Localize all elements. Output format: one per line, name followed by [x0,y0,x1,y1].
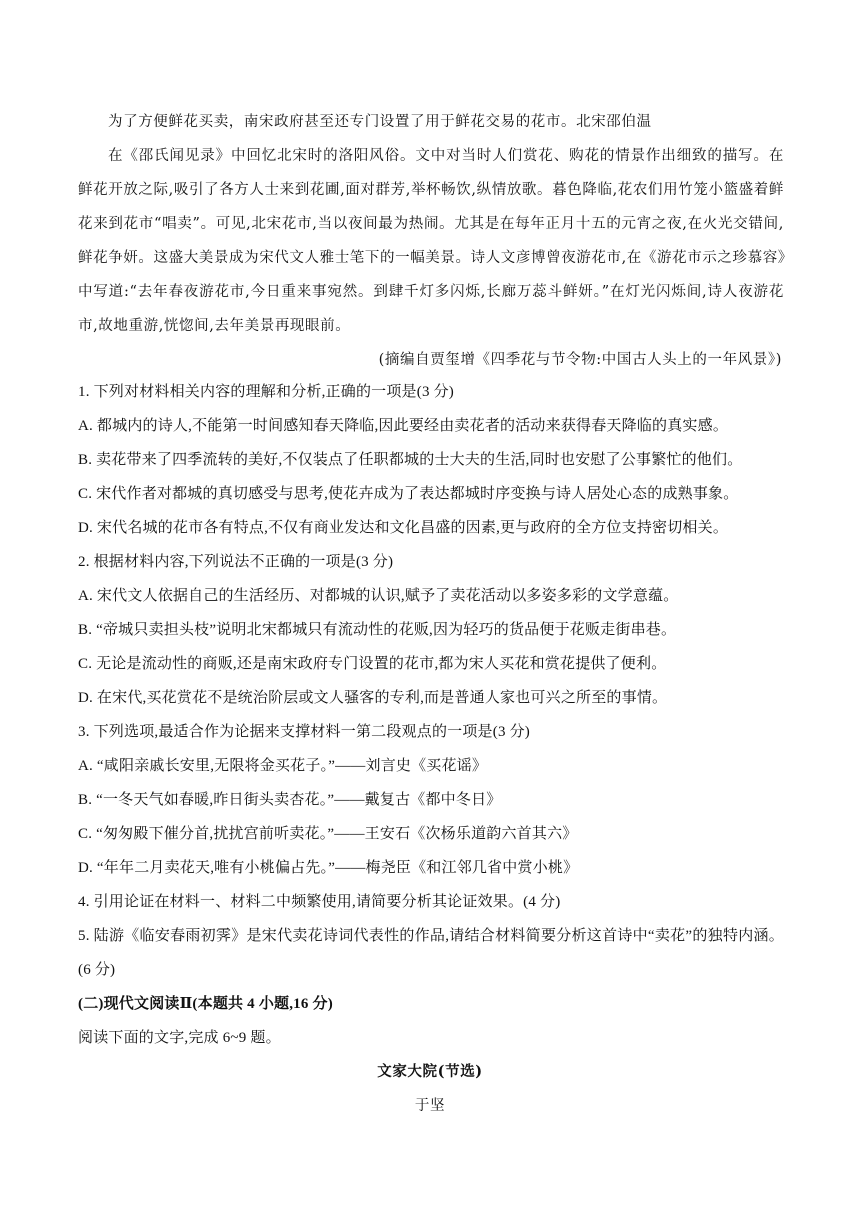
passage-line-5: 鲜花争妍。这盛大美景成为宋代文人雅士笔下的一幅美景。诗人文彦博曾夜游花市,在《游花市示之珍慕容》 [78,250,793,266]
question-1-option-b: B. 卖花带来了四季流转的美好,不仅装点了任职都城的士大夫的生活,同时也安慰了公事繁忙的他们。 [78,452,743,468]
question-1-option-d: D. 宋代名城的花市各有特点,不仅有商业发达和文化昌盛的因素,更与政府的全方位支持密切相关。 [78,520,729,536]
passage-source: (摘编自贾玺增《四季花与节令物:中国古人头上的一年风景》) [378,352,782,368]
passage-line-7: 市,故地重游,恍惚间,去年美景再现眼前。 [78,318,351,334]
question-5: 5. 陆游《临安春雨初霁》是宋代卖花诗词代表性的作品,请结合材料简要分析这首诗中“卖花”的独特内涵。 [78,928,784,944]
question-5-points: (6 分) [78,962,116,978]
section-heading: (二)现代文阅读Ⅱ(本题共 4 小题,16 分) [78,996,333,1012]
article-title: 文家大院(节选) [377,1063,483,1080]
question-2-option-d: D. 在宋代,买花赏花不是统治阶层或文人骚客的专利,而是普通人家也可兴之所至的事情。 [78,690,668,706]
question-3-option-d: D. “年年二月卖花天,唯有小桃偏占先。”——梅尧臣《和江邻几省中赏小桃》 [78,860,579,876]
question-3: 3. 下列选项,最适合作为论据来支撑材料一第二段观点的一项是(3 分) [78,724,530,740]
question-3-option-c: C. “匆匆殿下催分首,扰扰宫前听卖花。”——王安石《次杨乐道韵六首其六》 [78,826,578,842]
section-instruction: 阅读下面的文字,完成 6~9 题。 [78,1030,281,1046]
question-1-option-c: C. 宋代作者对都城的真切感受与思考,使花卉成为了表达都城时序变换与诗人居处心态的成熟事象。 [78,486,739,502]
passage-line-3: 鲜花开放之际,吸引了各方人士来到花圃,面对群芳,举杯畅饮,纵情放歌。暮色降临,花农们用竹笼小篮盛着鲜 [78,182,784,198]
question-3-option-a: A. “咸阳亲戚长安里,无限将金买花子。”——刘言史《买花谣》 [78,758,488,774]
passage-line-4: 花来到花市“唱卖”。可见,北宋花市,当以夜间最为热闹。尤其是在每年正月十五的元宵之夜,在火光交错间, [78,216,784,232]
question-1: 1. 下列对材料相关内容的理解和分析,正确的一项是(3 分) [78,384,454,400]
question-2: 2. 根据材料内容,下列说法不正确的一项是(3 分) [78,554,394,570]
question-2-option-b: B. “帝城只卖担头枝”说明北宋都城只有流动性的花贩,因为轻巧的货品便于花贩走街串巷。 [78,622,677,638]
question-2-option-c: C. 无论是流动性的商贩,还是南宋政府专门设置的花市,都为宋人买花和赏花提供了便利。 [78,656,667,672]
passage-line-2: 在《邵氏闻见录》中回忆北宋时的洛阳风俗。文中对当时人们赏花、购花的情景作出细致的描写。在 [108,148,784,164]
question-4: 4. 引用论证在材料一、材料二中频繁使用,请简要分析其论证效果。(4 分) [78,894,561,910]
passage-line-1: 为了方便鲜花买卖，南宋政府甚至还专门设置了用于鲜花交易的花市。北宋邵伯温 [108,114,652,130]
question-2-option-a: A. 宋代文人依据自己的生活经历、对都城的认识,赋予了卖花活动以多姿多彩的文学意蕴。 [78,588,679,604]
question-3-option-b: B. “一冬天气如春暖,昨日街头卖杏花。”——戴复古《都中冬日》 [78,792,502,808]
article-author: 于坚 [414,1098,446,1114]
passage-line-6: 中写道:“去年春夜游花市,今日重来事宛然。到肆千灯多闪烁,长廊万蕊斗鲜妍。”在灯光闪烁间,诗人夜游花 [78,284,784,300]
question-1-option-a: A. 都城内的诗人,不能第一时间感知春天降临,因此要经由卖花者的活动来获得春天降临的真实感。 [78,418,729,434]
